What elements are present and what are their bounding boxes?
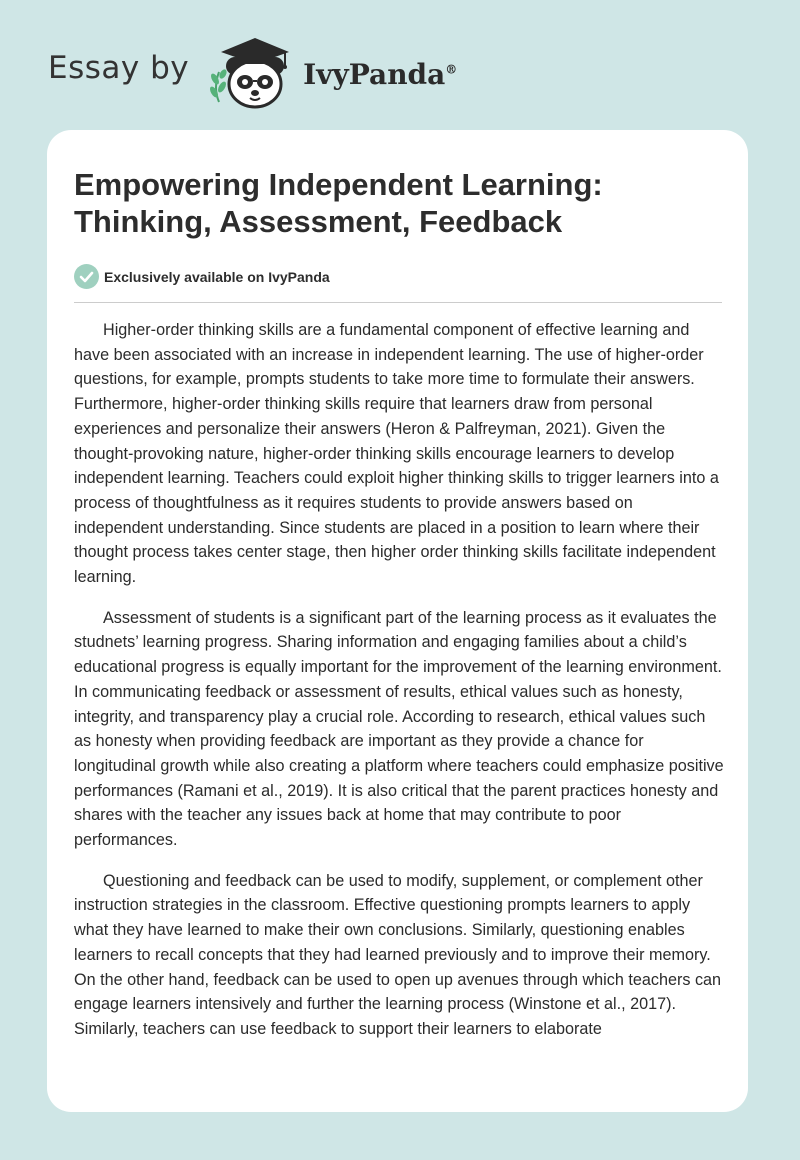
check-circle-icon: [74, 264, 99, 289]
exclusive-badge-text: Exclusively available on IvyPanda: [104, 268, 330, 285]
title-divider: [74, 302, 722, 303]
panda-graduate-icon: [205, 32, 301, 112]
brand-header[interactable]: [48, 32, 457, 112]
exclusive-badge: [74, 264, 330, 289]
essay-paragraph: Questioning and feedback can be used to modify, supplement, or complement other instruction strategies in the classroom. Effective questioning prompts learners to apply what they have learned to make their own conclusions. Similarly, questioning enables learners to recall concepts that they had learned previously and to improve their memory. On the other hand, feedback can be used to open up avenues through which teachers can engage learners intensively and further the learning process (Winstone et al., 2017). Similarly, teachers can use feedback to support their learners to elaborate: [74, 871, 722, 1038]
brand-name: IvyPanda®: [303, 57, 458, 91]
essay-title: Empowering Independent Learning: Thinking, Assessment, Feedback: [74, 167, 603, 239]
brand-prefix: Essay by: [48, 50, 190, 86]
essay-paragraph: Assessment of students is a significant part of the learning process as it evaluates the studnets’ learning progress. Sharing information and engaging families about a child’s educational progress is equally important for the improvement of the learning environment. In communicating feedback or assessment of results, ethical values such as honesty, integrity, and transparency play a crucial role. According to research, ethical values such as honesty when providing feedback are important as they provide a chance for longitudinal growth while also creating a platform where teachers could emphasize positive performances (Ramani et al., 2019). It is also critical that the parent practices honesty and shares with the teacher any issues back at home that may contribute to poor performances.: [74, 608, 724, 850]
registered-mark: ®: [445, 62, 458, 77]
essay-paragraph: Higher-order thinking skills are a fundamental component of effective learning and have been associated with an increase in independent learning. The use of higher-order questions, for example, prompts students to take more time to formulate their answers. Furthermore, higher-order thinking skills require that learners draw from personal experiences and personalize their answers (Heron & Palfreyman, 2021). Given the thought-provoking nature, higher-order thinking skills encourage learners to develop independent learning. Teachers could exploit higher thinking skills to trigger learners into a process of thoughtfulness as it requires students to provide answers based on independent understanding. Since students are placed in a position to learn where their thought process takes center stage, then higher order thinking skills facilitate independent learning.: [74, 321, 719, 587]
essay-card: [47, 130, 748, 1112]
essay-body: [74, 318, 726, 1058]
